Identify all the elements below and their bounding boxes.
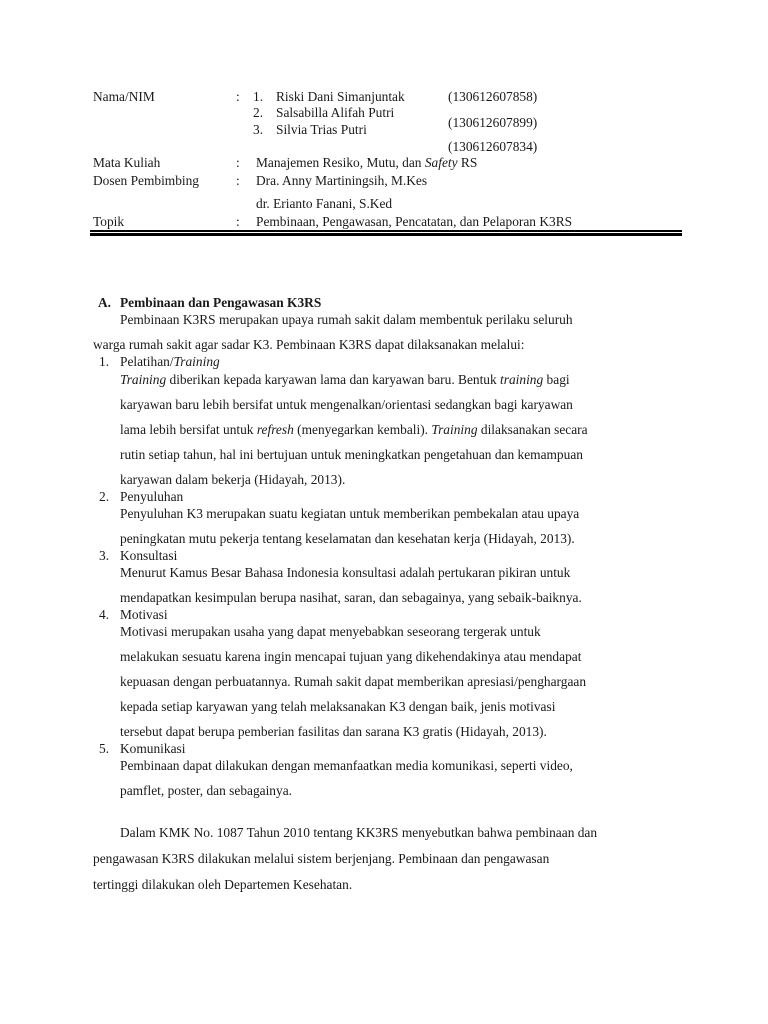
- paragraph-line: Training diberikan kepada karyawan lama dan karyawan baru. Bentuk training bagi: [120, 372, 570, 387]
- item-title: Penyuluhan: [120, 489, 184, 504]
- member-num: 1.: [253, 89, 264, 104]
- member-nim: (130612607899): [448, 115, 538, 130]
- paragraph-line: Menurut Kamus Besar Bahasa Indonesia konsultasi adalah pertukaran pikiran untuk: [120, 565, 571, 580]
- topik-value: Pembinaan, Pengawasan, Pencatatan, dan Pelaporan K3RS: [256, 214, 573, 229]
- paragraph-line: pengawasan K3RS dilakukan melalui sistem berjenjang. Pembinaan dan pengawasan: [93, 851, 550, 866]
- item-title: Komunikasi: [120, 741, 186, 756]
- section-title: Pembinaan dan Pengawasan K3RS: [120, 295, 322, 310]
- mata-kuliah-value: Manajemen Resiko, Mutu, dan Safety RS: [256, 155, 478, 170]
- dosen-value: dr. Erianto Fanani, S.Ked: [256, 196, 393, 211]
- header-rule-thin: [90, 230, 682, 232]
- paragraph-line: tersebut dapat berupa pemberian fasilitas dan sarana K3 gratis (Hidayah, 2013).: [120, 724, 547, 739]
- header-rule-thick: [90, 233, 682, 236]
- nama-nim-label: Nama/NIM: [93, 89, 155, 104]
- colon: :: [236, 89, 240, 104]
- item-number: 1.: [99, 354, 110, 369]
- topik-label: Topik: [93, 214, 125, 229]
- paragraph-line: peningkatan mutu pekerja tentang keselamatan dan kesehatan kerja (Hidayah, 2013).: [120, 531, 575, 546]
- item-number: 3.: [99, 548, 110, 563]
- paragraph-line: Dalam KMK No. 1087 Tahun 2010 tentang KK3RS menyebutkan bahwa pembinaan dan: [120, 825, 598, 840]
- paragraph-line: tertinggi dilakukan oleh Departemen Kesehatan.: [93, 877, 353, 892]
- member-name: Riski Dani Simanjuntak: [276, 89, 405, 104]
- item-number: 2.: [99, 489, 110, 504]
- paragraph-line: karyawan baru lebih bersifat untuk mengenalkan/orientasi sedangkan bagi karyawan: [120, 397, 573, 412]
- item-number: 5.: [99, 741, 110, 756]
- section-label: A.: [98, 295, 112, 310]
- member-nim: (130612607858): [448, 89, 538, 104]
- member-num: 2.: [253, 105, 264, 120]
- paragraph-line: Pembinaan dapat dilakukan dengan memanfaatkan media komunikasi, seperti video,: [120, 758, 573, 773]
- paragraph-line: pamflet, poster, dan sebagainya.: [120, 783, 292, 798]
- paragraph-line: kepada setiap karyawan yang telah melaksanakan K3 dengan baik, jenis motivasi: [120, 699, 556, 714]
- member-name: Salsabilla Alifah Putri: [276, 105, 395, 120]
- item-number: 4.: [99, 607, 110, 622]
- paragraph-line: Motivasi merupakan usaha yang dapat menyebabkan seseorang tergerak untuk: [120, 624, 541, 639]
- colon: :: [236, 155, 240, 170]
- member-num: 3.: [253, 122, 264, 137]
- dosen-label: Dosen Pembimbing: [93, 173, 200, 188]
- paragraph-line: melakukan sesuatu karena ingin mencapai tujuan yang dikehendakinya atau mendapat: [120, 649, 582, 664]
- paragraph-line: karyawan dalam bekerja (Hidayah, 2013).: [120, 472, 346, 487]
- member-nim: (130612607834): [448, 139, 538, 154]
- item-title: Pelatihan/Training: [120, 354, 220, 369]
- member-name: Silvia Trias Putri: [276, 122, 367, 137]
- mata-kuliah-label: Mata Kuliah: [93, 155, 161, 170]
- paragraph-line: mendapatkan kesimpulan berupa nasihat, saran, dan sebagainya, yang sebaik-baiknya.: [120, 590, 582, 605]
- paragraph-line: kepuasan dengan perbuatannya. Rumah sakit dapat memberikan apresiasi/penghargaan: [120, 674, 587, 689]
- item-title: Konsultasi: [120, 548, 178, 563]
- item-title: Motivasi: [120, 607, 168, 622]
- colon: :: [236, 214, 240, 229]
- paragraph-line: rutin setiap tahun, hal ini bertujuan untuk meningkatkan pengetahuan dan kemampuan: [120, 447, 583, 462]
- dosen-value: Dra. Anny Martiningsih, M.Kes: [256, 173, 428, 188]
- paragraph-line: Pembinaan K3RS merupakan upaya rumah sakit dalam membentuk perilaku seluruh: [120, 312, 573, 327]
- paragraph-line: warga rumah sakit agar sadar K3. Pembinaan K3RS dapat dilaksanakan melalui:: [93, 337, 525, 352]
- paragraph-line: lama lebih bersifat untuk refresh (menyegarkan kembali). Training dilaksanakan secara: [120, 422, 588, 437]
- colon: :: [236, 173, 240, 188]
- paragraph-line: Penyuluhan K3 merupakan suatu kegiatan untuk memberikan pembekalan atau upaya: [120, 506, 580, 521]
